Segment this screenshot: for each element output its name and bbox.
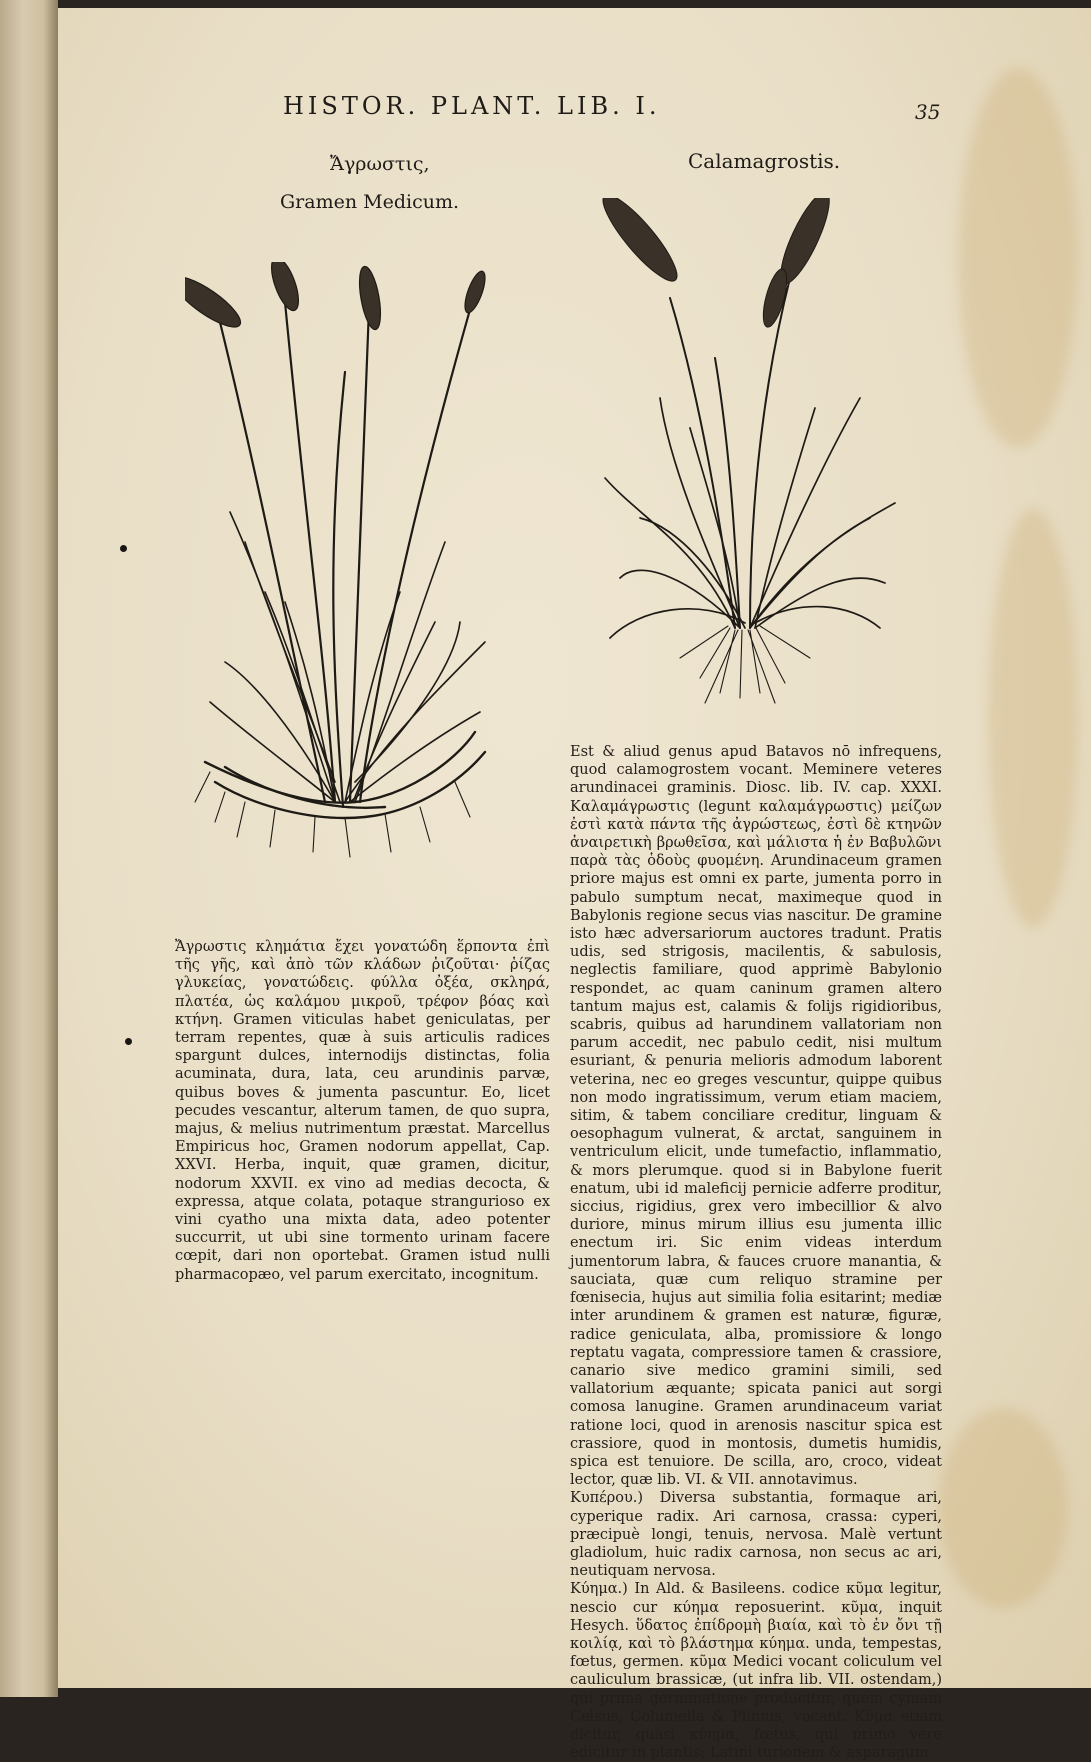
page-stain xyxy=(988,508,1078,928)
right-caption: Calamagrostis. xyxy=(688,149,841,173)
page-number: 35 xyxy=(915,100,941,124)
running-header xyxy=(283,92,983,124)
gramen-medicum-woodcut xyxy=(185,262,495,882)
right-paragraph: Κυπέρου.) Diversa substantia, formaque ari, cyperique radix. Ari carnosa, crassa: cyperi, præcipuè longi, tenuis, nervosa. Malè vertunt gladiolum, huic radix carnosa, non secus ac ari, neutiquam nervosa. xyxy=(570,1490,942,1580)
right-paragraph: Κύημα.) In Ald. & Basileens. codice κῦμα legitur, nescio cur κύημα reposuerint. κῦμα, inquit Hesych. ὕδατος ἐπίδρομὴ βιαία, καὶ τὸ ἐν ὄνι τῇ κοιλίᾳ, καὶ τὸ βλάστημα κύημα. unda, tempestas, fœtus, germen. κῦμα Medici vocant coliculum vel cauliculum brassicæ, (ut infra lib. VII. ostendam,) qui prima germinatione producitur, quem cymam Celsus, Columella & Plinius, vocant. Κῦμα etiam dicitur, quasi κύημα, fœtus, qui primo vere edicitur in plantis; Latini turionem & asparagum xyxy=(570,1581,942,1762)
right-paragraph: Est & aliud genus apud Batavos nō infrequens, quod calamogrostem vocant. Meminere veteres arundinacei graminis. Diosc. lib. IV. cap. XXXI. Καλαμάγρωστις (legunt καλαμάγρωστις) μείζων ἐστὶ κατὰ πάντα τῆς ἀγρώστεως, ἐστὶ δὲ κτηνῶν ἀναιρετικὴ βρωθεῖσα, καὶ μάλιστα ἡ ἐν Βαβυλῶνι παρὰ τὰς ὁδοὺς φυομένη. Arundinaceum gramen priore majus est omni ex parte, jumenta porro in pabulo sumptum necat, maximeque quod in Babylonis regione secus vias nascitur. De gramine isto hæc adversariorum auctores tradunt. Pratis udis, sed strigosis, macilentis, & sabulosis, neglectis familiare, quod apprimè Babylonio respondet, ac quam caninum gramen altero tantum majus est, calamis & folijs rigidioribus, scabris, quibus ad harundinem vallatoriam non parum accedit, nec pabulo cedit, nisi multum esuriant, & penuria melioris admodum laborent veterina, nec eo greges vescuntur, quippe quibus non modo ingratissimum, verum etiam maciem, sitim, & tabem conciliare creditur, linguam & oesophagum vulnerat, & arctat, sanguinem in ventriculum elicit, unde tumefactio, inflammatio, & mors plerumque. quod si in Babylone fuerit enatum, ubi id maleficij pernicie adferre proditur, siccius, rigidius, grex vero imbecillior & alvo duriore, minus mirum illius esu jumenta illic enectum iri. Sic enim videas interdum jumentorum labra, & fauces cruore manantia, & sauciata, quæ cum reliquo stramine per fœnisecia, hujus aut similia folia esitarint; mediæ inter arundinem & gramen est naturæ, figuræ, radice geniculata, alba, promissiore & longo reptatu vagata, compressiore tamen & crassiore, canario sive medico gramini simili, sed vallatorium æquante; spicata panici aut sorgi comosa lanugine. Gramen arundinaceum variat ratione loci, quod in arenosis nascitur spica est crassiore, quod in montosis, dumetis humidis, spica est tenuiore. De scilla, aro, croco, videat lector, quæ lib. VI. & VII. annotavimus. xyxy=(570,744,942,1489)
right-column-text xyxy=(570,743,942,1762)
margin-mark xyxy=(120,545,127,552)
left-column-text xyxy=(175,938,550,1284)
page-stain xyxy=(958,68,1078,448)
left-caption-latin: Gramen Medicum. xyxy=(280,191,459,213)
left-caption-greek: Ἄγρωστις, xyxy=(330,153,430,175)
margin-mark xyxy=(125,1038,132,1045)
running-title: HISTOR. PLANT. LIB. I. xyxy=(283,92,661,120)
left-paragraph: Ἄγρωστις κλημάτια ἔχει γονατώδη ἕρποντα ἐπὶ τῆς γῆς, καὶ ἀπὸ τῶν κλάδων ῥιζοῦται· ῥίζας γλυκείας, γονατώδεις. φύλλα ὀξέα, σκληρά, πλατέα, ὡς καλάμου μικροῦ, τρέφον βόας καὶ κτήνη. Gramen viticulas habet geniculatas, per terram repentes, quæ à suis articulis radices spargunt dulces, internodijs distinctas, folia acuminata, dura, lata, ceu arundinis parvæ, quibus boves & jumenta pascuntur. Eo, licet pecudes vescantur, alterum tamen, de quo supra, majus, & melius nutrimentum præstat. Marcellus Empiricus hoc, Gramen nodorum appellat, Cap. XXVI. Herba, inquit, quæ gramen, dicitur, nodorum XXVII. ex vino ad medias decocta, & expressa, atque colata, potaque stranguriosо ex vini cyatho una mixta data, adeo potenter succurrit, ut ubi sine tormento urinam facere cœpit, dari non oportebat. Gramen istud nulli pharmacopæo, vel parum exercitato, incognitum. xyxy=(175,939,550,1283)
calamagrostis-woodcut xyxy=(600,198,900,708)
book-spine xyxy=(0,0,58,1697)
page-stain xyxy=(938,1408,1068,1608)
